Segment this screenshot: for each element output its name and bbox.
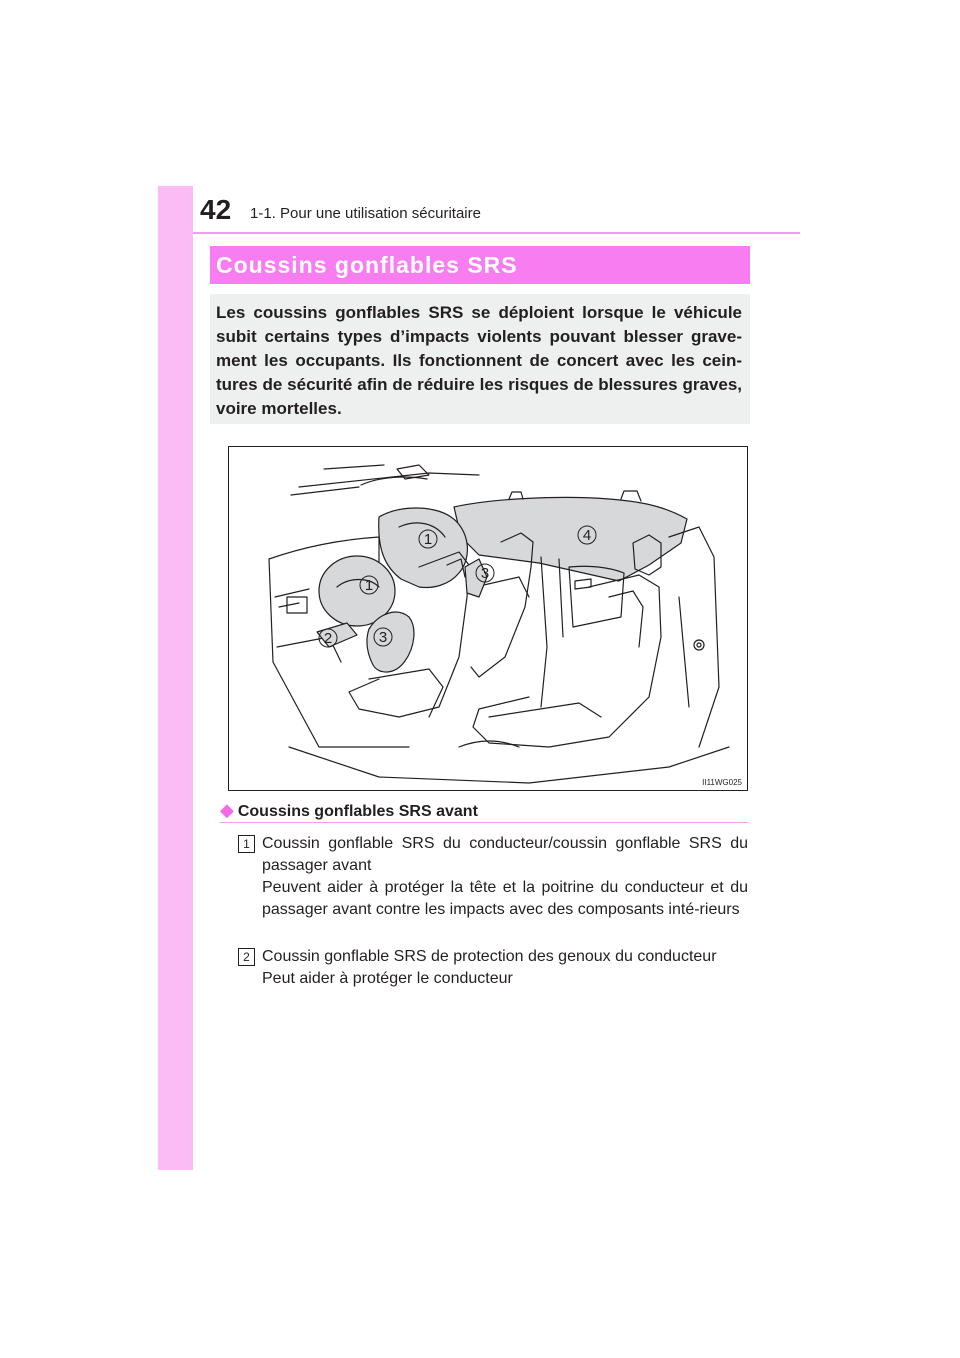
header-line (193, 232, 800, 234)
car-interior-drawing (229, 447, 747, 790)
intro-text: Les coussins gonflables SRS se déploient lorsque le véhicule subit certains types d’impacts violents pouvant blesser grave-ment les occupants. Ils fonctionnent de concert avec les cein-tures de sécurité afin de réduire les risques de blessures graves, voire mortelles. (216, 303, 742, 418)
page-number: 42 (200, 194, 232, 225)
side-tab (158, 186, 193, 1170)
svg-text:2: 2 (323, 630, 333, 647)
section-title: Coussins gonflables SRS (216, 252, 518, 278)
item-description: Peut aider à protéger le conducteur (262, 970, 513, 987)
item-description: Peuvent aider à protéger la tête et la poitrine du conducteur et du passager avant contre les impacts avec des composants inté-rieurs (262, 879, 748, 918)
chapter-title: 1-1. Pour une utilisation sécuritaire (250, 205, 481, 222)
svg-text:3: 3 (480, 565, 490, 582)
item-title: Coussin gonflable SRS de protection des genoux du conducteur (262, 948, 717, 965)
svg-text:4: 4 (582, 527, 592, 544)
subsection-title: Coussins gonflables SRS avant (237, 803, 478, 820)
item-number-badge: 2 (238, 948, 255, 966)
item-title: Coussin gonflable SRS du conducteur/coussin gonflable SRS du passager avant (262, 835, 748, 874)
svg-text:3: 3 (378, 629, 388, 646)
svg-text:1: 1 (364, 577, 374, 594)
subsection-rule (220, 822, 748, 823)
airbag-illustration (228, 446, 748, 791)
subsection-heading (220, 800, 478, 821)
svg-text:1: 1 (423, 531, 433, 548)
item-number-badge: 1 (238, 835, 255, 853)
diamond-icon: ◆ (220, 800, 234, 820)
figure-code: II11WG025 (702, 778, 742, 787)
